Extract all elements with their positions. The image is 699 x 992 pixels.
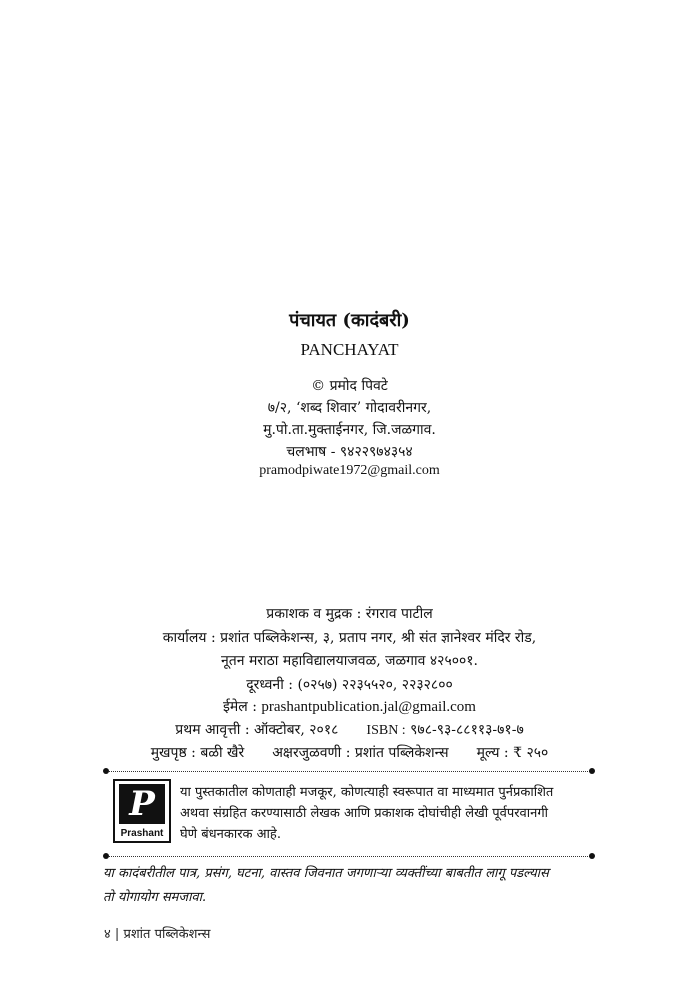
isbn-label: ISBN : [366,723,406,738]
page-footer [104,924,210,942]
author-email: pramodpiwate1972@gmail.com [259,463,440,478]
book-title-english: PANCHAYAT [300,340,399,359]
edition-isbn-line [0,720,699,739]
footer-separator: | [114,927,120,942]
edition: प्रथम आवृत्ती : ऑक्टोबर, २०१८ [175,722,339,738]
publisher-email: prashantpublication.jal@gmail.com [261,699,476,715]
publisher-logo [113,779,171,843]
author-phone: चलभाष - ९४२२९७४३५४ [286,444,413,460]
isbn: ९७८-९३-८८११३-७१-७ [410,722,524,738]
notice-line2: अथवा संग्रहित करण्यासाठी लेखक आणि प्रकाशक दोघांचीही लेखी पूर्वपरवानगी [180,806,549,821]
publisher-office: कार्यालय : प्रशांत पब्लिकेशन्स, ३, प्रताप नगर, श्री संत ज्ञानेश्वर मंदिर रोड, [162,630,537,646]
notice-line1: या पुस्तकातील कोणताही मजकूर, कोणत्याही स्वरूपात वा माध्यमात पुर्नप्रकाशित [180,785,554,800]
disclaimer [103,862,603,910]
credits-line [0,743,699,762]
logo-name: Prashant [120,828,164,839]
divider-bottom [106,856,592,857]
publisher-printer: प्रकाशक व मुद्रक : रंगराव पाटील [266,606,433,622]
disclaimer-line2: तो योगायोग समजावा. [103,890,207,905]
copyright-notice [180,782,600,845]
author-copyright: © प्रमोद पिवटे [311,378,388,394]
divider-top [106,771,592,772]
page-number: ४ [104,927,111,942]
footer-publisher: प्रशांत पब्लिकेशन्स [123,927,211,942]
logo-mark: P [119,784,165,824]
notice-line3: घेणे बंधनकारक आहे. [180,827,281,842]
author-address-line2: मु.पो.ता.मुक्ताईनगर, जि.जळगाव. [263,422,436,438]
publisher-phone: दूरध्वनी : (०२५७) २२३५५२०, २२३२८०० [246,677,453,693]
publisher-office-line2: नूतन मराठा महाविद्यालयाजवळ, जळगाव ४२५००१. [220,653,479,669]
publisher-email-label: ईमेल : [223,699,257,715]
typesetting-credit: अक्षरजुळवणी : प्रशांत पब्लिकेशन्स [272,745,449,761]
publisher-email-line [0,697,699,716]
price: मूल्य : ₹ २५० [476,745,549,761]
author-address-line1: ७/२, ‘शब्द शिवार’ गोदावरीनगर, [267,400,432,416]
cover-credit: मुखपृष्ठ : बळी खैरे [150,745,245,761]
disclaimer-line1: या कादंबरीतील पात्र, प्रसंग, घटना, वास्तव जिवनात जगणाऱ्या व्यक्तींच्या बाबतीत लागू पडल्यास [103,866,549,881]
book-title: पंचायत (कादंबरी) [289,310,410,331]
